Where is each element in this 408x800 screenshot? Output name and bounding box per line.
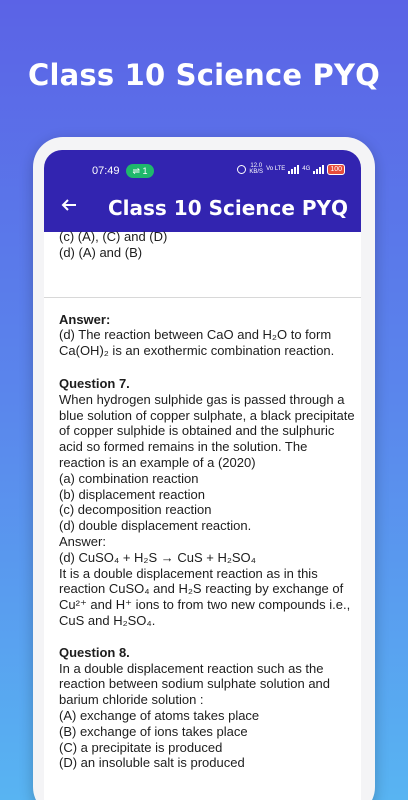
question-7-option: (a) combination reaction bbox=[59, 470, 199, 486]
question-8-option: (D) an insoluble salt is produced bbox=[59, 755, 245, 771]
question-8-option: (A) exchange of atoms takes place bbox=[59, 707, 260, 723]
status-time: 07:49 bbox=[92, 165, 120, 177]
phone-screen bbox=[44, 150, 361, 800]
speed-value: 12.0 bbox=[250, 163, 263, 169]
question-7-answer-eq: (d) CuSO₄ + H₂S → CuS + H₂SO₄ bbox=[59, 549, 256, 565]
network-speed bbox=[249, 163, 263, 175]
question-7-explanation: It is a double displacement reaction as in this reaction CuSO₄ and H₂S reacting by exchange of Cu²⁺ and H⁺ ions to from two new compounds i.e., CuS and H₂SO₄. bbox=[59, 565, 351, 628]
question-8-option: (B) exchange of ions takes place bbox=[59, 723, 248, 739]
question-7-option: (d) double displacement reaction. bbox=[59, 518, 252, 534]
question-7-option: (c) decomposition reaction bbox=[59, 502, 212, 518]
arrow-left-icon[interactable] bbox=[60, 196, 78, 214]
status-bar bbox=[44, 150, 361, 190]
alarm-icon bbox=[237, 165, 246, 174]
volte-label: Vo LTE bbox=[266, 166, 286, 172]
prev-option: (c) (A), (C) and (D) bbox=[59, 229, 168, 244]
signal-icon bbox=[288, 165, 299, 174]
app-bar bbox=[44, 150, 361, 232]
question-7-answer-label: Answer: bbox=[59, 533, 106, 549]
signal-icon-2 bbox=[313, 165, 324, 174]
question-7-heading: Question 7. bbox=[59, 375, 130, 391]
speed-unit: KB/S bbox=[249, 169, 264, 175]
question-7-text: When hydrogen sulphide gas is passed through a blue solution of copper sulphate, a black precipitate of copper sulphide is obtained and the sulphuric acid so formed remains in the solution. The reaction is an example of a (2020) bbox=[59, 391, 355, 470]
battery-indicator: 100 bbox=[327, 164, 345, 175]
prev-option: (d) (A) and (B) bbox=[59, 244, 143, 260]
hotspot-count: 1 bbox=[142, 166, 148, 176]
question-7-option: (b) displacement reaction bbox=[59, 486, 205, 502]
status-icons bbox=[237, 163, 345, 175]
answer-heading: Answer: bbox=[59, 311, 111, 327]
question-8-text: In a double displacement reaction such as the reaction between sodium sulphate solution and barium chloride solution : bbox=[59, 660, 331, 708]
question-8-heading: Question 8. bbox=[59, 644, 130, 660]
divider bbox=[44, 297, 361, 298]
promo-title: Class 10 Science PYQ bbox=[27, 58, 381, 92]
question-8-option: (C) a precipitate is produced bbox=[59, 739, 223, 755]
app-title: Class 10 Science PYQ bbox=[108, 196, 349, 220]
content-scroll[interactable] bbox=[44, 229, 361, 771]
hotspot-badge: ⇌ 1 bbox=[126, 164, 154, 178]
answer-text: (d) The reaction between CaO and H₂O to form Ca(OH)₂ is an exothermic combination reaction. bbox=[59, 327, 335, 359]
network-gen-label: 4G bbox=[302, 166, 311, 172]
